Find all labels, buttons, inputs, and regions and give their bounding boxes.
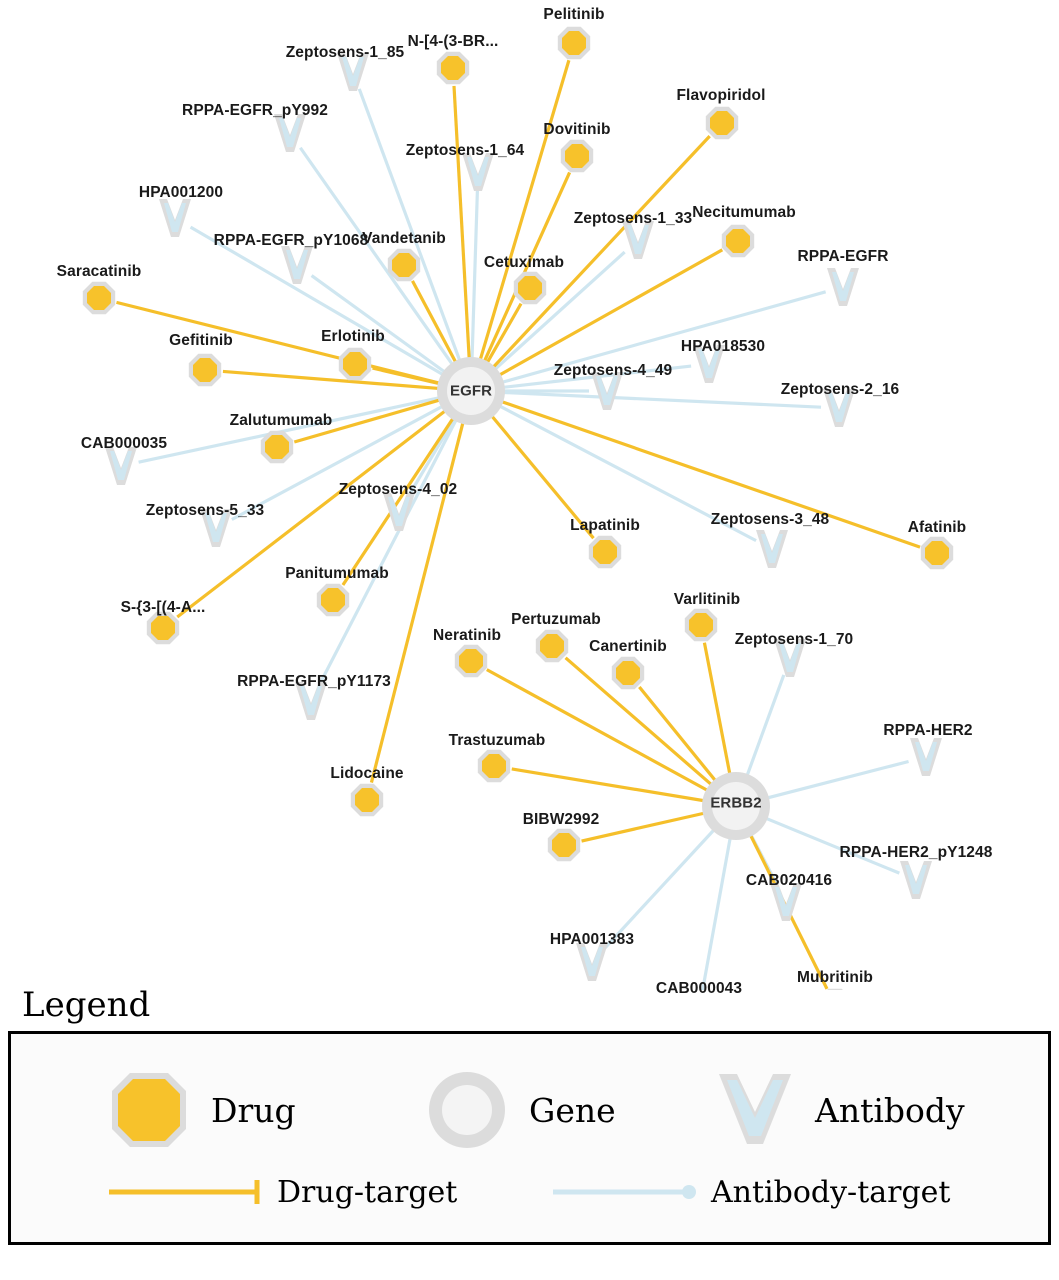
antibody-node-label: CAB000043 (655, 980, 743, 997)
legend-node-row (11, 1056, 1048, 1148)
drug-node-shape (710, 111, 734, 135)
antibody-node[interactable] (827, 268, 859, 306)
drug-node-label: Saracatinib (56, 263, 142, 280)
drug-node-shape (441, 56, 465, 80)
antibody-node-label: Zeptosens-2_16 (780, 381, 900, 398)
drug-node-shape (540, 634, 564, 658)
legend-title: Legend (22, 985, 151, 1025)
drug-node[interactable] (261, 431, 293, 463)
drug-node-label: N-[4-(3-BR... (407, 33, 499, 50)
drug-node[interactable] (536, 630, 568, 662)
antibody-node-label: Zeptosens-4_49 (553, 362, 673, 379)
legend-label-antibody-target: Antibody-target (711, 1174, 951, 1210)
drug-node[interactable] (455, 645, 487, 677)
drug-node-label: Canertinib (589, 638, 667, 655)
legend-item-drug (103, 1064, 296, 1156)
drug-node[interactable] (83, 282, 115, 314)
drug-node-label: Gefitinib (169, 332, 233, 349)
antibody-node-label: RPPA-HER2 (883, 722, 973, 739)
legend-label-drug: Drug (211, 1090, 296, 1130)
legend-label-antibody: Antibody (815, 1090, 965, 1130)
drug-node-label: Pertuzumab (511, 611, 601, 628)
antibody-node-label: Zeptosens-1_64 (405, 142, 525, 159)
drug-node[interactable] (921, 537, 953, 569)
drug-node-label: Trastuzumab (448, 732, 546, 749)
antibody-node[interactable] (281, 246, 313, 284)
drug-node-shape (925, 541, 949, 565)
drug-node-shape (565, 144, 589, 168)
antibody-node-label: CAB020416 (745, 872, 833, 889)
antibody-node[interactable] (900, 861, 932, 899)
drug-node[interactable] (722, 225, 754, 257)
drug-node-shape (689, 613, 713, 637)
drug-node[interactable] (561, 140, 593, 172)
gene-node-icon (421, 1064, 513, 1156)
drug-node[interactable] (612, 657, 644, 689)
legend-label-gene: Gene (529, 1090, 616, 1130)
drug-node-label: Lidocaine (330, 765, 404, 782)
drug-node-shape (355, 788, 379, 812)
drug-node-label: Panitumumab (285, 565, 389, 582)
antibody-node-label: Zeptosens-1_33 (573, 210, 693, 227)
drug-node-icon (103, 1064, 195, 1156)
drug-node-shape (343, 352, 367, 376)
antibody-node-label: RPPA-EGFR_pY1173 (237, 673, 391, 690)
legend-item-drug-target (107, 1174, 457, 1210)
drug-node[interactable] (339, 348, 371, 380)
drug-node-label: Vandetanib (362, 230, 446, 247)
drug-node[interactable] (706, 107, 738, 139)
legend-label-drug-target: Drug-target (277, 1174, 458, 1210)
drug-node-label: BIBW2992 (522, 811, 600, 828)
drug-node-shape (87, 286, 111, 310)
drug-node-shape (265, 435, 289, 459)
antibody-node-label: Zeptosens-5_33 (145, 502, 265, 519)
antibody-node-label: HPA001383 (549, 931, 635, 948)
drug-node[interactable] (514, 272, 546, 304)
drug-node-label: Zalutumumab (229, 412, 333, 429)
antibody-node-label: HPA018530 (680, 338, 766, 355)
antibody-node-label: Zeptosens-1_70 (734, 631, 854, 648)
drug-node[interactable] (437, 52, 469, 84)
antibody-node-label: HPA001200 (138, 184, 224, 201)
drug-node[interactable] (685, 609, 717, 641)
drug-node[interactable] (548, 829, 580, 861)
legend (0, 985, 1059, 1245)
drug-node-shape (321, 588, 345, 612)
gene-node-label: EGFR (449, 382, 493, 400)
drug-node-shape (392, 253, 416, 277)
drug-node-shape (459, 649, 483, 673)
drug-node[interactable] (317, 584, 349, 616)
legend-item-antibody (711, 1064, 965, 1156)
legend-item-gene (421, 1064, 616, 1156)
drug-node-shape (616, 661, 640, 685)
legend-box (8, 1031, 1051, 1245)
antibody-node-label: Zeptosens-4_02 (338, 481, 458, 498)
drug-target-edge-icon (107, 1174, 267, 1210)
drug-node-label: Necitumumab (692, 204, 796, 221)
antibody-node-label: RPPA-HER2_pY1248 (839, 844, 993, 861)
drug-node[interactable] (388, 249, 420, 281)
drug-node-shape (726, 229, 750, 253)
drug-node-label: Dovitinib (543, 121, 611, 138)
drug-node-label: Erlotinib (321, 328, 385, 345)
gene-node-label: ERBB2 (710, 794, 762, 812)
drug-node-label: Flavopiridol (676, 87, 766, 104)
drug-node-label: Varlitinib (673, 591, 741, 608)
antibody-node-label: RPPA-EGFR_pY992 (182, 102, 328, 119)
antibody-target-edge-icon (551, 1174, 701, 1210)
drug-node[interactable] (478, 750, 510, 782)
antibody-node-label: Zeptosens-1_85 (285, 44, 405, 61)
drug-node-shape (562, 31, 586, 55)
antibody-node[interactable] (756, 530, 788, 568)
drug-node-shape (482, 754, 506, 778)
drug-node-shape (518, 276, 542, 300)
antibody-node-icon (711, 1064, 799, 1156)
drug-node-shape (593, 540, 617, 564)
drug-node-label: Lapatinib (570, 517, 640, 534)
antibody-node-label: RPPA-EGFR_pY1068 (213, 232, 369, 249)
drug-node-shape (193, 358, 217, 382)
drug-node-shape (552, 833, 576, 857)
drug-node-label: Afatinib (907, 519, 967, 536)
drug-node[interactable] (558, 27, 590, 59)
drug-node[interactable] (351, 784, 383, 816)
drug-node-label: S-{3-[(4-A... (120, 599, 206, 616)
drug-node-label: Neratinib (432, 627, 502, 644)
antibody-node-label: RPPA-EGFR (797, 248, 889, 265)
drug-node[interactable] (589, 536, 621, 568)
legend-edge-row (11, 1166, 1048, 1226)
drug-node[interactable] (189, 354, 221, 386)
drug-node-label: Pelitinib (543, 6, 605, 23)
antibody-node-label: CAB000035 (80, 435, 168, 452)
antibody-node-label: Zeptosens-3_48 (710, 511, 830, 528)
antibody-node[interactable] (159, 199, 191, 237)
drug-node-label: Mubritinib (797, 969, 873, 986)
antibody-node[interactable] (910, 738, 942, 776)
drug-node-shape (151, 616, 175, 640)
legend-item-antibody-target (551, 1174, 951, 1210)
drug-node-label: Cetuximab (483, 254, 565, 271)
